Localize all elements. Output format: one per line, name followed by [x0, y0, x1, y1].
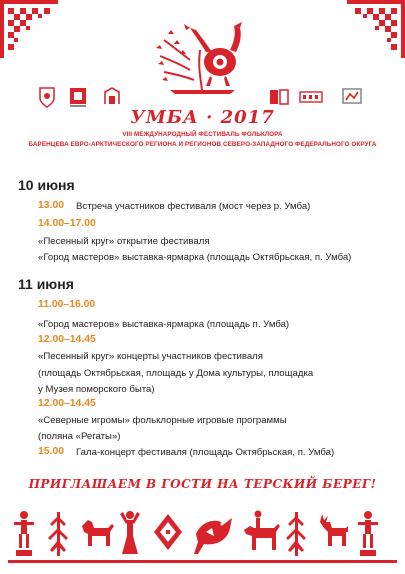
- day-heading: 11 июня: [18, 276, 74, 292]
- event-time: 11.00–16.00: [38, 299, 96, 310]
- subtitle-line-2: БАРЕНЦЕВА ЕВРО-АРКТИЧЕСКОГО РЕГИОНА И РЕГИОНОВ СЕВЕРО-ЗАПАДНОГО ФЕДЕРАЛЬНОГО ОКРУГА: [28, 141, 377, 148]
- event-text: Гала-концерт фестиваля (площадь Октябрьская, п. Умба): [76, 447, 335, 458]
- corner-ornament-left: [0, 0, 58, 58]
- day-heading: 10 июня: [18, 177, 75, 193]
- festival-wordmark: УМБА · 2017: [130, 107, 275, 128]
- event-time: 12.00–14.45: [38, 334, 96, 345]
- event-time: 15.00: [38, 446, 65, 457]
- event-text: «Песенный круг» концерты участников фестиваля: [38, 351, 263, 362]
- partner-logo-3-icon: [102, 86, 122, 108]
- event-time: 13.00: [38, 200, 65, 211]
- event-text: «Город мастеров» выставка-ярмарка (площадь Октябрьская, п. Умба): [38, 252, 352, 263]
- event-text: Встреча участников фестиваля (мост через р. Умба): [76, 201, 311, 212]
- event-time: 12.00–14.45: [38, 398, 96, 409]
- event-text: «Северные игромы» фольклорные игровые программы: [38, 415, 287, 426]
- partner-logo-2-icon: [68, 86, 88, 108]
- event-text: (поляна «Регаты»): [38, 431, 121, 442]
- corner-ornament-right: [347, 0, 405, 58]
- partner-logo-4-icon: [268, 86, 290, 108]
- partner-logo-5-icon: [298, 86, 324, 108]
- event-text: «Песенный круг» открытие фестиваля: [38, 236, 210, 247]
- subtitle-line-1: VIII МЕЖДУНАРОДНЫЙ ФЕСТИВАЛЬ ФОЛЬКЛОРА: [122, 131, 283, 138]
- invitation-slogan: ПРИГЛАШАЕМ В ГОСТИ НА ТЕРСКИЙ БЕРЕГ!: [28, 477, 377, 491]
- event-time: 14.00–17.00: [38, 218, 96, 229]
- event-text: (площадь Октябрьская, площадь у Дома культуры, площадка: [38, 368, 314, 379]
- coat-of-arms-icon: [38, 86, 56, 108]
- event-text: «Город мастеров» выставка-ярмарка (площадь п. Умба): [38, 319, 290, 330]
- event-text: у Музея поморского быта): [38, 384, 155, 395]
- folk-ornament-frieze: [8, 504, 397, 566]
- partner-logo-6-icon: [340, 86, 364, 108]
